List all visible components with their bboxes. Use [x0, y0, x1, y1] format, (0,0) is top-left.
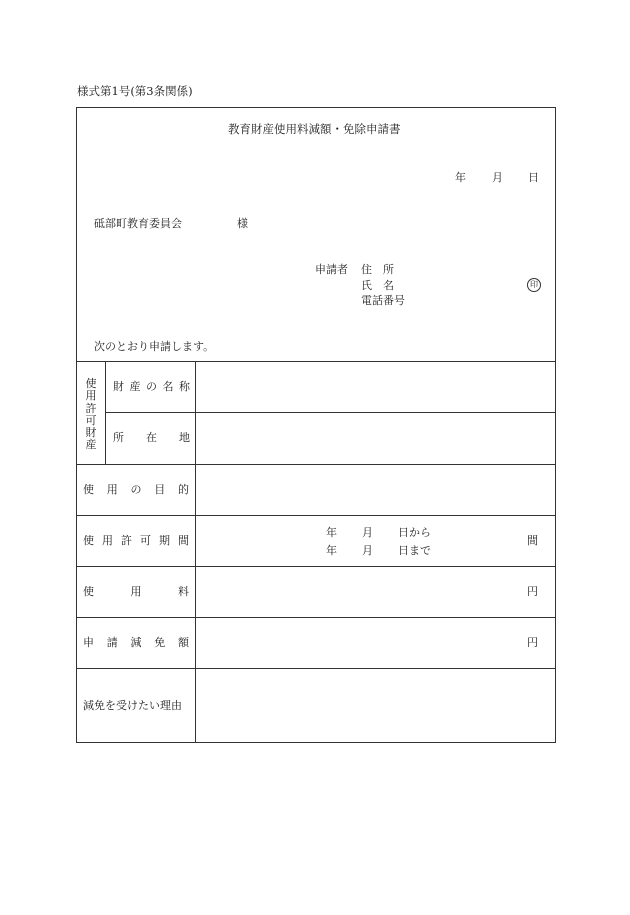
- property-group-label: 使用許可財産: [85, 377, 97, 452]
- property-group-divider: [105, 361, 106, 464]
- row-line-reason: [76, 668, 556, 669]
- applicant-phone-label: 電話番号: [361, 294, 405, 307]
- row-label-purpose: 使 用 の 目 的: [83, 483, 189, 496]
- row-label-period: 使 用 許 可 期 間: [83, 534, 189, 547]
- applicant-name-label: 氏 名: [361, 279, 394, 292]
- location-label-text: [113, 432, 114, 433]
- label-column-divider: [195, 361, 196, 743]
- reduction-currency-unit: 円: [527, 636, 538, 649]
- period-to-day: 日まで: [398, 544, 431, 557]
- purpose-label-text: [83, 484, 84, 485]
- period-from-year: 年: [326, 526, 337, 539]
- period-duration-unit: 間: [527, 534, 538, 547]
- applicant-label: 申請者: [315, 263, 348, 276]
- date-year-label: 年: [455, 171, 466, 184]
- fee-currency-unit: 円: [527, 585, 538, 598]
- period-to-year: 年: [326, 544, 337, 557]
- row-line-purpose: [76, 464, 556, 465]
- row-line-reduction: [76, 617, 556, 618]
- period-from-day: 日から: [398, 526, 431, 539]
- row-label-reason: 減免を受けたい理由: [83, 699, 182, 712]
- row-label-location: 所 在 地: [113, 431, 190, 444]
- date-month-label: 月: [492, 171, 503, 184]
- addressee-name: 砥部町教育委員会: [94, 217, 182, 230]
- property-name-label-text: [113, 381, 114, 382]
- period-label-text: [83, 535, 84, 536]
- seal-mark: 印: [527, 278, 541, 292]
- row-line-fee: [76, 566, 556, 567]
- row-label-reduction: 申 請 減 免 額: [83, 636, 189, 649]
- form-title: 教育財産使用料減額・免除申請書: [228, 122, 401, 136]
- reduction-label-text: [83, 637, 84, 638]
- intro-text: 次のとおり申請します。: [94, 340, 215, 353]
- addressee-honorific: 様: [237, 217, 248, 230]
- form-number-label: 様式第1号(第3条関係): [77, 84, 193, 98]
- property-divider-line: [106, 412, 556, 413]
- date-day-label: 日: [528, 171, 539, 184]
- table-top-line: [76, 361, 556, 362]
- fee-label-text: [83, 586, 84, 587]
- period-from-month: 月: [362, 526, 373, 539]
- row-label-fee: 使 用 料: [83, 585, 189, 598]
- applicant-address-label: 住 所: [361, 263, 394, 276]
- row-label-property-name: 財 産 の 名 称: [113, 380, 190, 393]
- row-line-period: [76, 515, 556, 516]
- period-to-month: 月: [362, 544, 373, 557]
